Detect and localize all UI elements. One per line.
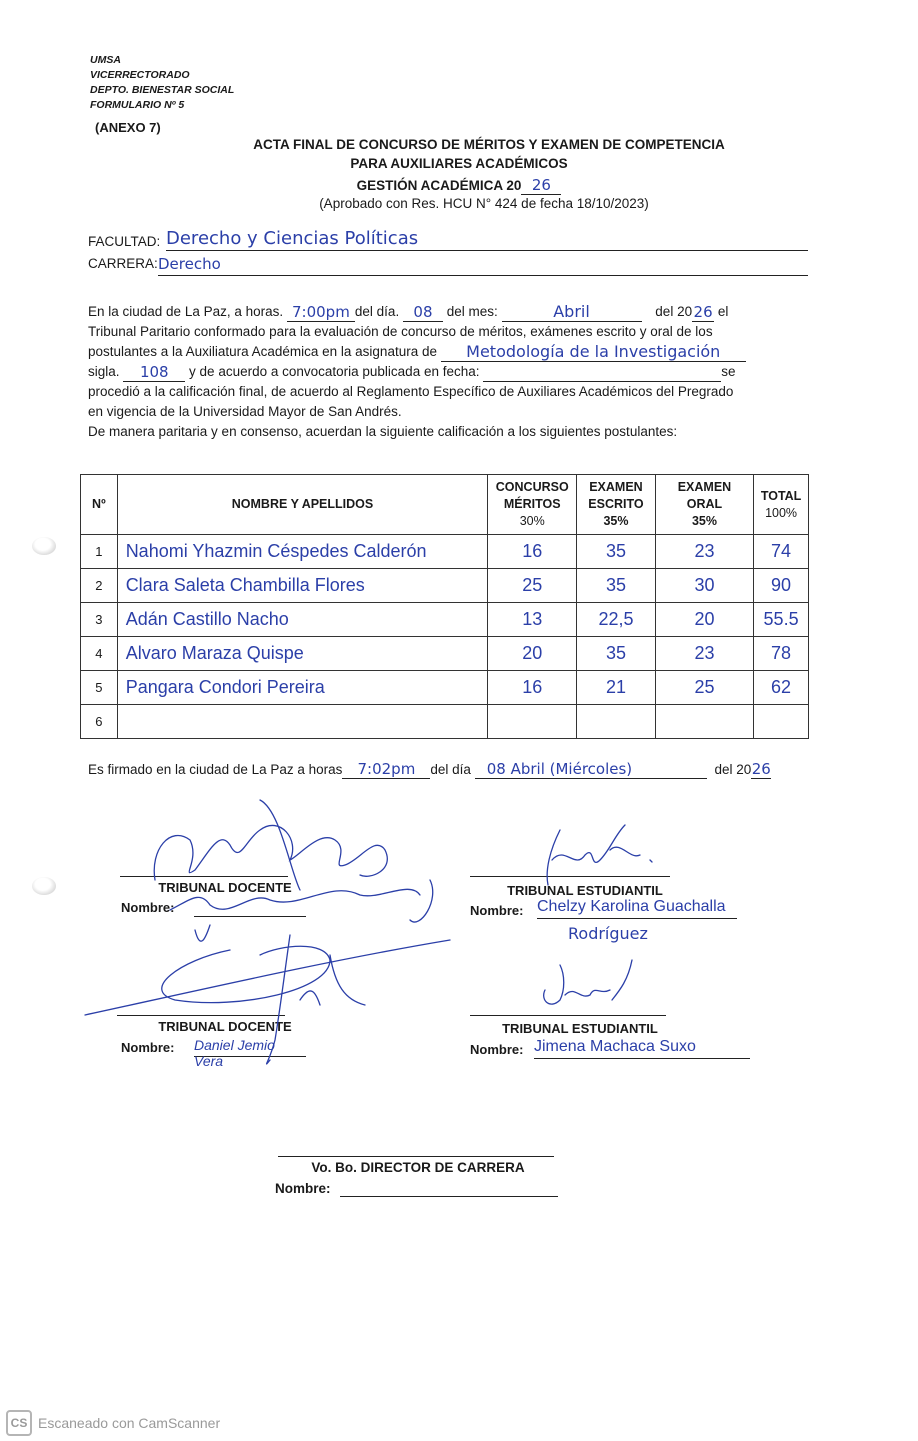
signature-docente-1 — [154, 800, 433, 941]
anio-field[interactable]: 26 — [693, 303, 713, 321]
text: EXAMEN — [589, 480, 643, 494]
row-number: 3 — [81, 603, 118, 637]
nombre-field-estudiantil-1-cont: Rodríguez — [568, 924, 648, 943]
text: 100% — [765, 505, 798, 520]
nombre-field-docente-2[interactable]: Daniel Jemio Vera — [194, 1037, 306, 1057]
text: EXAMEN — [677, 480, 732, 494]
document-subtitle: PARA AUXILIARES ACADÉMICOS — [350, 156, 568, 171]
director-label: Vo. Bo. DIRECTOR DE CARRERA — [311, 1160, 525, 1175]
text: del día. — [354, 304, 400, 319]
text: del 20 — [655, 304, 693, 319]
signature-line-director — [278, 1156, 554, 1157]
nombre-field-estudiantil-2[interactable]: Jimena Machaca Suxo — [534, 1038, 750, 1059]
nombre-label-director: Nombre: — [275, 1181, 331, 1196]
score-oral[interactable]: 23 — [655, 535, 753, 569]
facultad-label: FACULTAD: — [88, 234, 161, 249]
text: y de acuerdo a convocatoria publicada en fecha: — [189, 364, 480, 379]
score-meritos[interactable]: 25 — [488, 569, 577, 603]
header-office: VICERRECTORADO — [90, 69, 190, 81]
applicant-name[interactable]: Nahomi Yhazmin Céspedes Calderón — [117, 535, 488, 569]
hora-field[interactable]: 7:00pm — [287, 303, 355, 322]
camscanner-text: Escaneado con CamScanner — [38, 1415, 221, 1431]
signing-anio-field[interactable]: 26 — [751, 760, 771, 778]
signature-estudiantil-2 — [544, 960, 632, 1004]
approval-note: (Aprobado con Res. HCU N° 424 de fecha 18/10/2023) — [319, 196, 649, 211]
row-number: 5 — [81, 671, 118, 705]
tribunal-estudiantil-label-1: TRIBUNAL ESTUDIANTIL — [507, 883, 663, 898]
score-escrito[interactable]: 22,5 — [577, 603, 656, 637]
text: MÉRITOS — [503, 497, 561, 511]
score-total[interactable]: 55.5 — [754, 603, 809, 637]
text: ORAL — [686, 497, 723, 511]
score-escrito[interactable]: 35 — [577, 637, 656, 671]
text: 35% — [691, 514, 717, 528]
row-number: 6 — [81, 705, 118, 739]
score-total[interactable]: 74 — [754, 535, 809, 569]
tribunal-docente-label-1: TRIBUNAL DOCENTE — [158, 880, 292, 895]
text: Tribunal Paritario conformado para la evaluación de concurso de méritos, exámenes escrito y oral de los — [88, 324, 713, 339]
nombre-field-estudiantil-1[interactable]: Chelzy Karolina Guachalla — [537, 898, 737, 919]
tribunal-docente-label-2: TRIBUNAL DOCENTE — [158, 1019, 292, 1034]
text: En la ciudad de La Paz, a horas. — [88, 304, 284, 319]
header-institution: UMSA — [90, 54, 121, 66]
text: TOTAL — [760, 488, 802, 503]
text: del día — [430, 762, 471, 777]
signing-dia-field[interactable]: 08 Abril (Miércoles) — [475, 760, 707, 779]
row-number: 4 — [81, 637, 118, 671]
academic-year-prefix: GESTIÓN ACADÉMICA 20 — [356, 178, 522, 193]
facultad-field[interactable]: Derecho y Ciencias Políticas — [166, 228, 808, 251]
mes-field[interactable]: Abril — [502, 303, 642, 322]
text: el — [717, 304, 729, 319]
text: del mes: — [446, 304, 498, 319]
carrera-field[interactable]: Derecho — [158, 255, 808, 276]
header-department: DEPTO. BIENESTAR SOCIAL — [90, 84, 235, 96]
text: postulantes a la Auxiliatura Académica en la asignatura de — [88, 344, 437, 359]
score-oral[interactable]: 30 — [655, 569, 753, 603]
score-meritos[interactable]: 16 — [488, 671, 577, 705]
tribunal-estudiantil-label-2: TRIBUNAL ESTUDIANTIL — [502, 1021, 658, 1036]
signing-hora-field[interactable]: 7:02pm — [342, 760, 430, 779]
applicant-name[interactable]: Pangara Condori Pereira — [117, 671, 488, 705]
header-form: FORMULARIO Nº 5 — [90, 99, 185, 111]
text: Es firmado en la ciudad de La Paz a horas — [88, 762, 343, 777]
score-total[interactable]: 78 — [754, 637, 809, 671]
header-num: Nº — [81, 475, 118, 535]
academic-year-value[interactable]: 26 — [521, 176, 561, 195]
row-number: 2 — [81, 569, 118, 603]
dia-field[interactable]: 08 — [403, 303, 443, 322]
score-meritos[interactable]: 13 — [488, 603, 577, 637]
nombre-label-docente-2: Nombre: — [121, 1040, 175, 1055]
signature-docente-2 — [85, 935, 450, 1064]
score-oral[interactable]: 25 — [655, 671, 753, 705]
nombre-label-estudiantil-1: Nombre: — [470, 903, 524, 918]
score-meritos[interactable]: 20 — [488, 637, 577, 671]
camscanner-logo-icon: CS — [6, 1410, 32, 1436]
nombre-label-docente-1: Nombre: — [121, 900, 175, 915]
text: se — [721, 364, 736, 379]
text: CONCURSO — [495, 480, 569, 494]
text: 35% — [603, 514, 629, 528]
text: 30% — [519, 514, 545, 528]
nombre-label-estudiantil-2: Nombre: — [470, 1042, 524, 1057]
score-oral[interactable]: 20 — [655, 603, 753, 637]
score-meritos[interactable]: 16 — [488, 535, 577, 569]
annex-label: (ANEXO 7) — [95, 120, 161, 135]
score-oral[interactable]: 23 — [655, 637, 753, 671]
text: en vigencia de la Universidad Mayor de San Andrés. — [88, 404, 402, 419]
text: De manera paritaria y en consenso, acuerdan la siguiente calificación a los siguientes postulantes: — [88, 424, 678, 439]
score-escrito[interactable]: 21 — [577, 671, 656, 705]
carrera-label: CARRERA: — [88, 256, 158, 271]
score-escrito[interactable]: 35 — [577, 569, 656, 603]
text: procedió a la calificación final, de acuerdo al Reglamento Específico de Auxiliares Académicos del Pregrado — [88, 384, 734, 399]
text: ESCRITO — [588, 497, 644, 511]
document-title: ACTA FINAL DE CONCURSO DE MÉRITOS Y EXAMEN DE COMPETENCIA — [253, 137, 725, 152]
text: sigla. — [88, 364, 120, 379]
score-escrito[interactable]: 35 — [577, 535, 656, 569]
header-name: NOMBRE Y APELLIDOS — [117, 475, 488, 535]
asignatura-field[interactable]: Metodología de la Investigación — [441, 343, 746, 362]
signature-estudiantil-1 — [547, 825, 652, 885]
sigla-field[interactable]: 108 — [123, 363, 185, 382]
score-total[interactable]: 62 — [754, 671, 809, 705]
camscanner-watermark — [6, 1410, 220, 1436]
applicant-name[interactable]: Alvaro Maraza Quispe — [117, 637, 488, 671]
applicant-name[interactable]: Adán Castillo Nacho — [117, 603, 488, 637]
row-number: 1 — [81, 535, 118, 569]
nombre-field-director[interactable] — [340, 1180, 558, 1197]
applicant-name[interactable]: Clara Saleta Chambilla Flores — [117, 569, 488, 603]
score-total[interactable]: 90 — [754, 569, 809, 603]
text: del 20 — [714, 762, 752, 777]
